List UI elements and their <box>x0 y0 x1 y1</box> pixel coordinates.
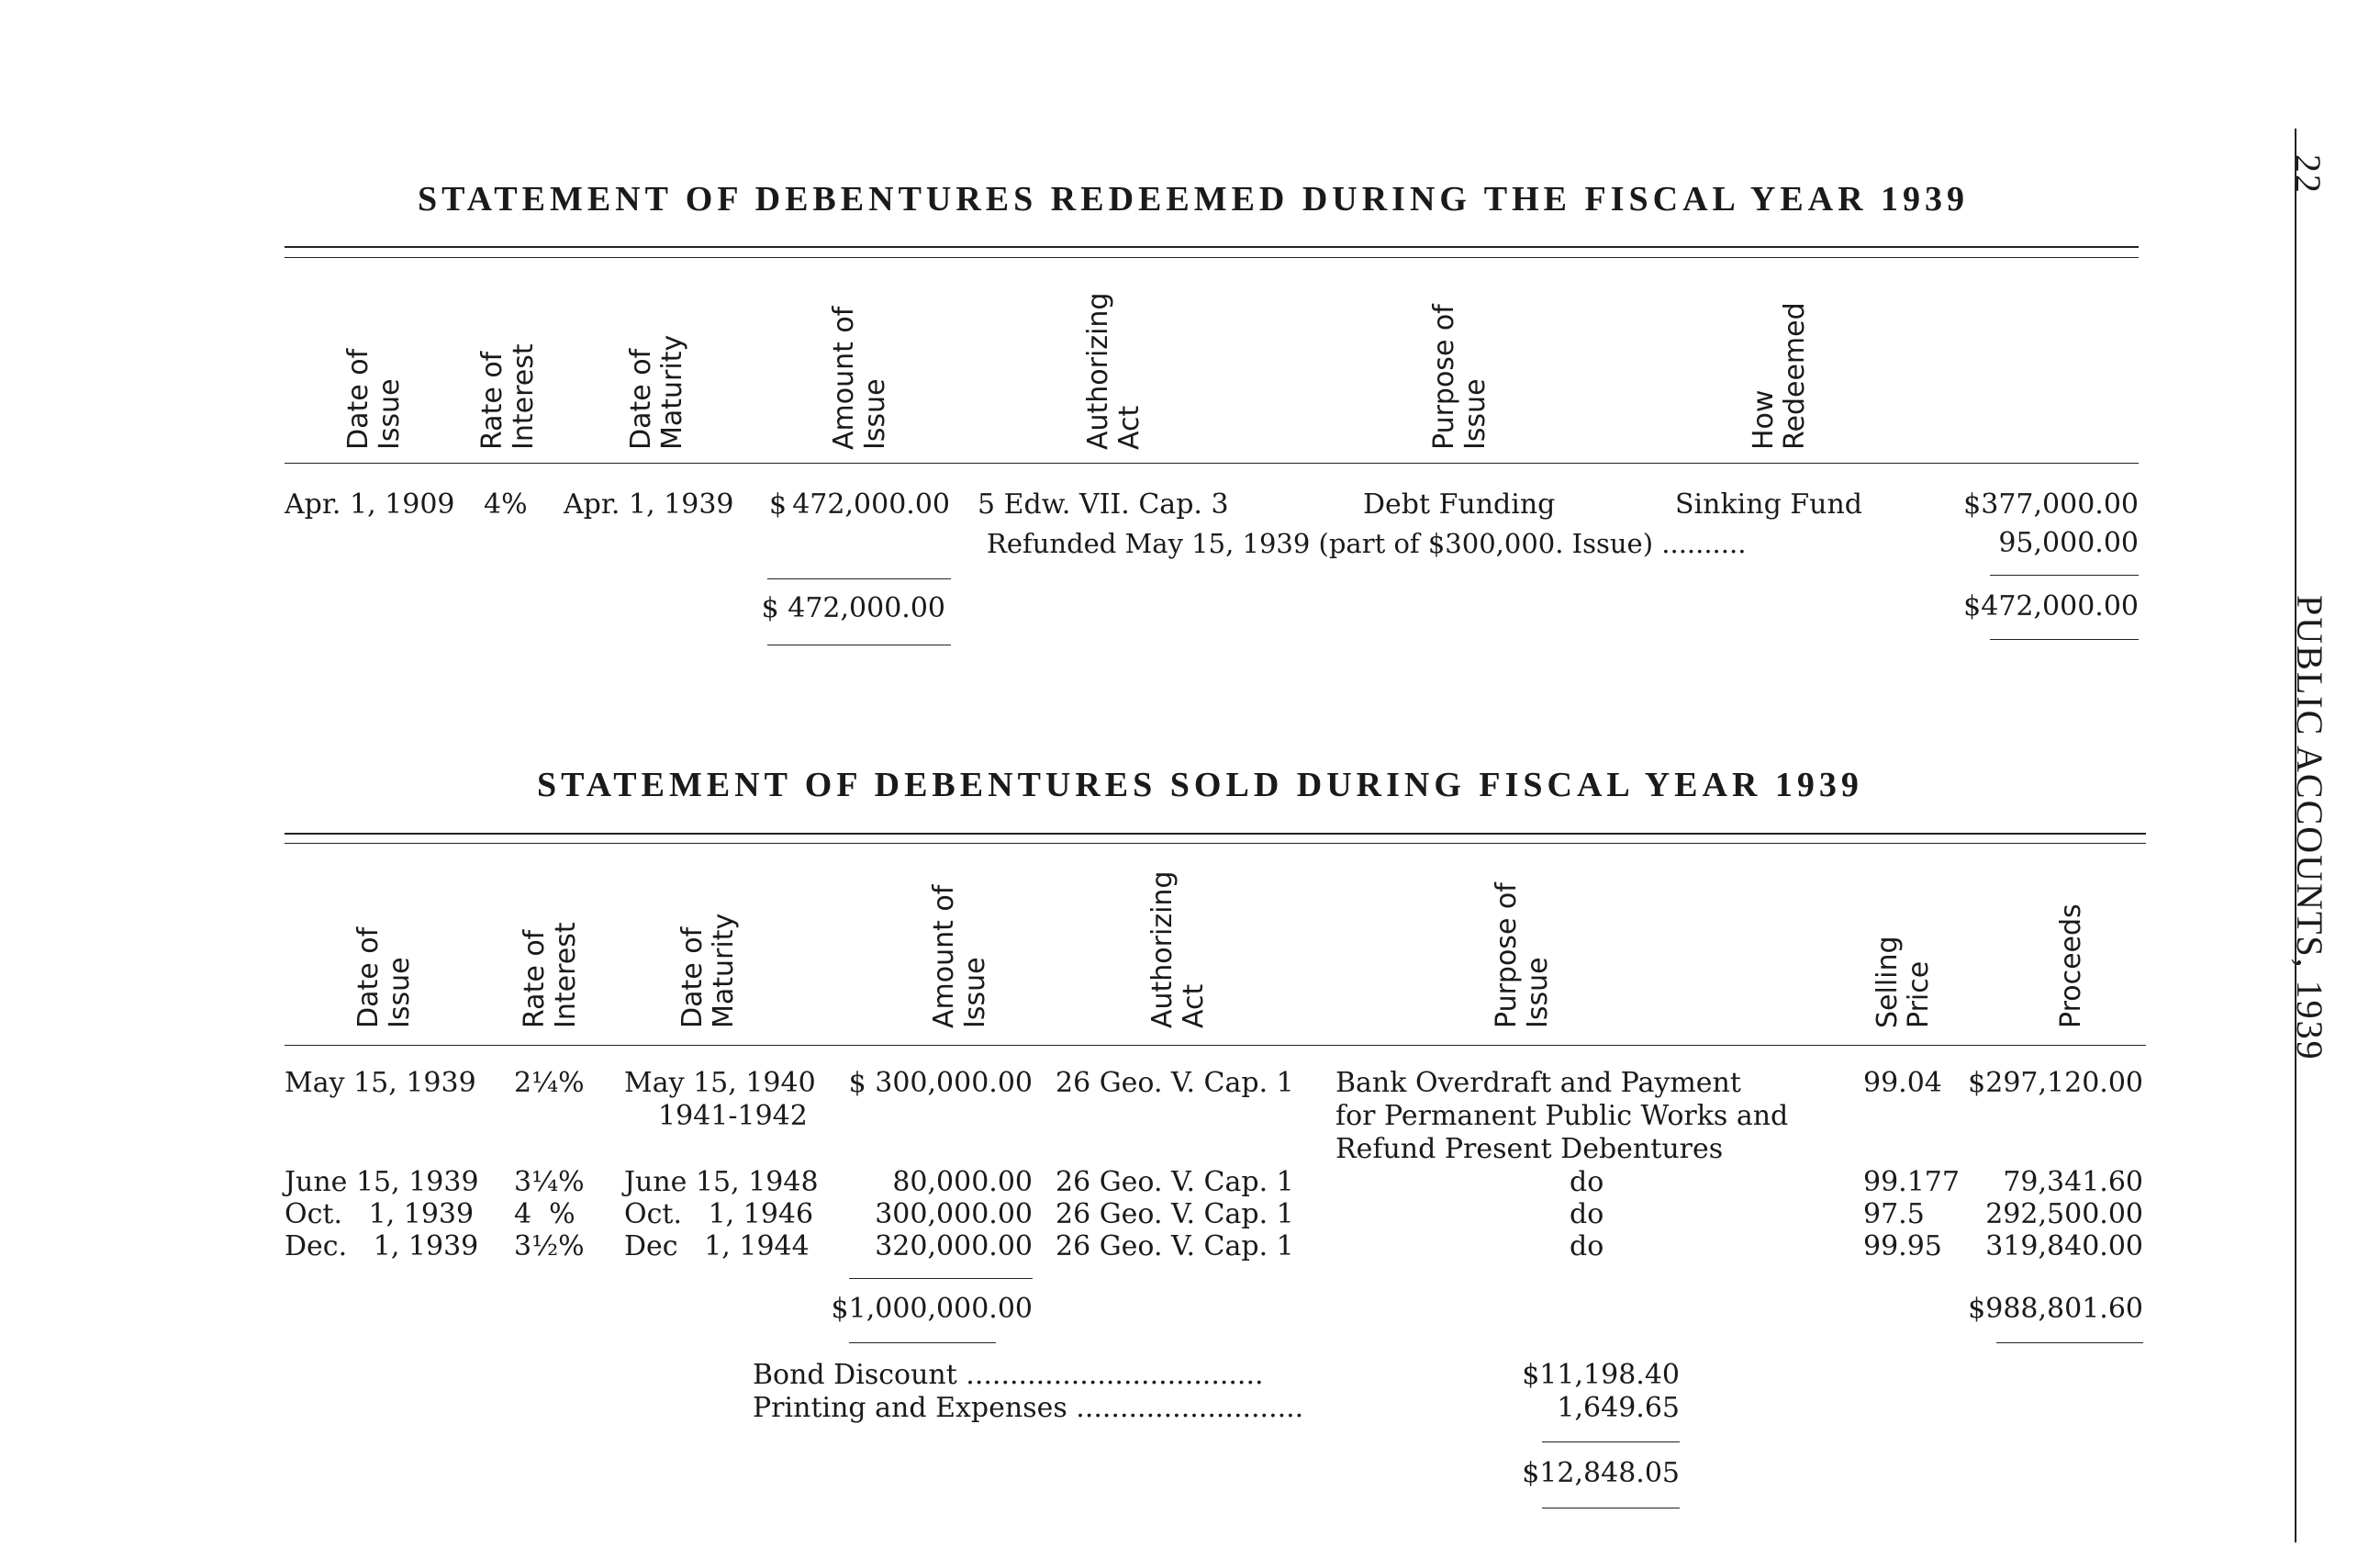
sold-header-purpose-of-issue: Purpose of Issue <box>1491 882 1554 1028</box>
redeemed-amount: 472,000.00 <box>792 488 950 521</box>
header-date-of-issue: Date of Issue <box>342 348 406 450</box>
expenses-total-rule <box>1542 1508 1680 1509</box>
bond-discount-label: Bond Discount .................................. <box>753 1359 1264 1391</box>
sold-act: 26 Geo. V. Cap. 1 <box>1056 1198 1294 1230</box>
running-head: PUBLIC ACCOUNTS, 1939 <box>2289 595 2330 1061</box>
header-amount-of-issue: Amount of Issue <box>828 306 891 450</box>
redeemed-header-rule <box>285 463 2139 464</box>
header-authorizing-act: Authorizing Act <box>1082 292 1145 450</box>
sold-rate: 3¼% <box>514 1166 585 1198</box>
sold-date: Dec. 1, 1939 <box>285 1230 479 1262</box>
redeemed-maturity: Apr. 1, 1939 <box>564 488 734 521</box>
header-how-redeemed: How Redeemed <box>1748 302 1811 450</box>
header-rate-of-interest: Rate of Interest <box>476 343 540 450</box>
header-purpose-of-issue: Purpose of Issue <box>1428 304 1492 450</box>
sold-total-amount: $1,000,000.00 <box>831 1293 1033 1325</box>
sold-header-date-of-issue: Date of Issue <box>352 926 416 1028</box>
sold-maturity: Oct. 1, 1946 <box>624 1198 814 1230</box>
sold-date: June 15, 1939 <box>285 1166 479 1198</box>
header-date-of-maturity: Date of Maturity <box>625 334 688 450</box>
redeemed-amount-subtotal-rule <box>767 578 951 579</box>
sold-purpose: do <box>1570 1198 1604 1230</box>
redeemed-value-2: 95,000.00 <box>1998 527 2139 559</box>
printing-expenses-label: Printing and Expenses .......................... <box>753 1392 1304 1424</box>
sold-maturity: June 15, 1948 <box>624 1166 819 1198</box>
redeemed-total-amount: $ 472,000.00 <box>761 592 945 624</box>
sold-date: May 15, 1939 <box>285 1067 476 1099</box>
sold-title: STATEMENT OF DEBENTURES SOLD DURING FISCAL YEAR 1939 <box>537 766 1863 804</box>
sold-rate: 3½% <box>514 1230 585 1262</box>
sold-maturity: Dec 1, 1944 <box>624 1230 810 1262</box>
sold-amount-subtotal-rule <box>849 1278 1033 1279</box>
sold-top-rule-2 <box>285 843 2146 844</box>
redeemed-total-value: $472,000.00 <box>1963 590 2139 622</box>
sold-amount: 80,000.00 <box>892 1166 1033 1198</box>
redeemed-currency: $ <box>769 488 788 521</box>
sold-header-rate-of-interest: Rate of Interest <box>519 922 582 1028</box>
sold-header-date-of-maturity: Date of Maturity <box>676 913 740 1028</box>
expenses-subtotal-rule <box>1542 1441 1680 1442</box>
redeemed-title: STATEMENT OF DEBENTURES REDEEMED DURING THE FISCAL YEAR 1939 <box>418 180 1970 219</box>
sold-proceeds: 319,840.00 <box>1985 1230 2143 1262</box>
sold-amount: 300,000.00 <box>875 1198 1033 1230</box>
redeemed-rate: 4% <box>484 488 528 521</box>
sold-header-amount-of-issue: Amount of Issue <box>928 884 991 1028</box>
expenses-total: $12,848.05 <box>1522 1457 1680 1489</box>
sold-amount: 320,000.00 <box>875 1230 1033 1262</box>
sold-proceeds-total-rule <box>1996 1342 2143 1343</box>
redeemed-refund-line: Refunded May 15, 1939 (part of $300,000. Issue) .......... <box>987 528 1747 559</box>
redeemed-value-subtotal-rule <box>1990 575 2139 576</box>
sold-header-proceeds: Proceeds <box>2055 903 2087 1028</box>
redeemed-act: 5 Edw. VII. Cap. 3 <box>978 488 1229 521</box>
sold-rate: 2¼% <box>514 1067 585 1099</box>
redeemed-value: $377,000.00 <box>1963 488 2139 521</box>
redeemed-top-rule-2 <box>285 257 2139 258</box>
sold-rate: 4 % <box>514 1198 575 1230</box>
sold-act: 26 Geo. V. Cap. 1 <box>1056 1230 1294 1262</box>
sold-act: 26 Geo. V. Cap. 1 <box>1056 1166 1294 1198</box>
printing-expenses-value: 1,649.65 <box>1557 1392 1680 1424</box>
sold-total-proceeds: $988,801.60 <box>1968 1293 2143 1325</box>
sold-maturity-extra: 1941-1942 <box>658 1100 808 1132</box>
sold-proceeds: $297,120.00 <box>1968 1067 2143 1099</box>
sold-amount-total-rule <box>849 1342 996 1343</box>
redeemed-top-rule-1 <box>285 246 2139 248</box>
sold-top-rule-1 <box>285 833 2146 835</box>
sold-purpose-line-3: Refund Present Debentures <box>1335 1133 1724 1165</box>
sold-act: 26 Geo. V. Cap. 1 <box>1056 1067 1294 1099</box>
sold-header-rule <box>285 1045 2146 1046</box>
sold-purpose: do <box>1570 1166 1604 1198</box>
sold-amount: $ 300,000.00 <box>848 1067 1033 1099</box>
sold-purpose: do <box>1570 1230 1604 1262</box>
redeemed-value-total-rule <box>1990 639 2139 640</box>
sold-maturity: May 15, 1940 <box>624 1067 816 1099</box>
sold-purpose-line-2: for Permanent Public Works and <box>1335 1100 1789 1132</box>
sold-date: Oct. 1, 1939 <box>285 1198 475 1230</box>
sold-price: 97.5 <box>1863 1198 1925 1230</box>
sold-price: 99.177 <box>1863 1166 1960 1198</box>
sold-header-selling-price: Selling Price <box>1872 936 1935 1028</box>
sold-price: 99.04 <box>1863 1067 1942 1099</box>
redeemed-date-of-issue: Apr. 1, 1909 <box>285 488 455 521</box>
redeemed-purpose: Debt Funding <box>1363 488 1556 521</box>
margin-rule <box>2295 129 2296 1542</box>
sold-proceeds: 292,500.00 <box>1985 1198 2143 1230</box>
page-number: 22 <box>2287 154 2329 195</box>
bond-discount-value: $11,198.40 <box>1522 1359 1680 1391</box>
redeemed-how: Sinking Fund <box>1675 488 1862 521</box>
sold-price: 99.95 <box>1863 1230 1942 1262</box>
sold-header-authorizing-act: Authorizing Act <box>1146 870 1210 1028</box>
sold-purpose-line-1: Bank Overdraft and Payment <box>1335 1067 1741 1099</box>
sold-proceeds: 79,341.60 <box>2003 1166 2143 1198</box>
